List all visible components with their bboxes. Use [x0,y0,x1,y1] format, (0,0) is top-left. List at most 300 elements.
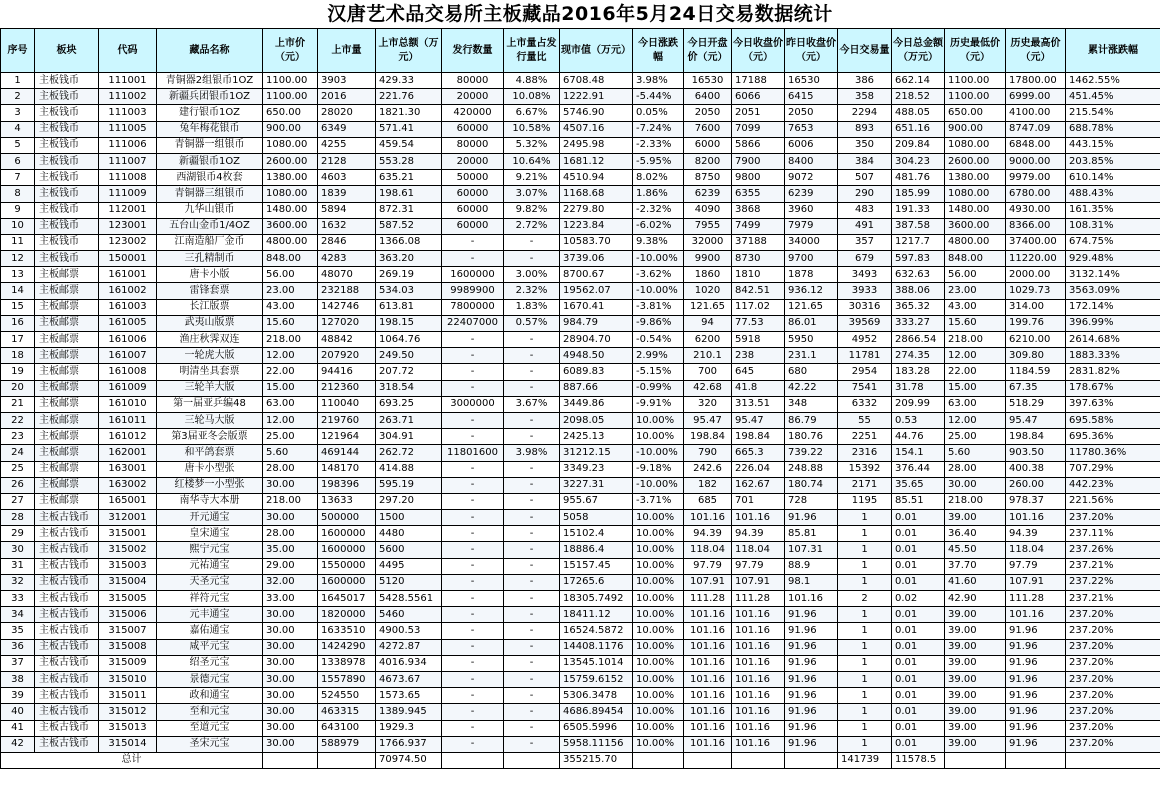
table-cell: 111005 [99,121,157,137]
table-cell: 679 [838,251,892,267]
table-cell: 9979.00 [1006,170,1066,186]
table-cell: 304.91 [376,429,442,445]
table-cell: 1 [838,526,892,542]
table-cell: -3.62% [633,267,684,283]
table-cell: 38 [1,671,35,687]
table-cell: 10.00% [633,412,684,428]
table-cell: 384 [838,153,892,169]
table-cell: - [442,607,504,623]
table-cell: 218.00 [263,493,318,509]
table-cell: 218.00 [945,332,1006,348]
table-cell: 248.88 [785,461,838,477]
table-cell: 主板古钱币 [35,558,99,574]
table-cell: 6415 [785,89,838,105]
table-cell: - [442,429,504,445]
table-cell: 6089.83 [560,364,633,380]
table-cell: 118.04 [1006,542,1066,558]
table-cell: 442.23% [1066,477,1160,493]
table-cell: - [442,688,504,704]
table-cell: 161012 [99,429,157,445]
table-cell: 463315 [318,704,376,720]
table-cell: 1 [838,688,892,704]
table-cell: 397.63% [1066,396,1160,412]
table-cell: 30 [1,542,35,558]
table-cell: 4283 [318,251,376,267]
table-cell: 2831.82% [1066,364,1160,380]
table-row [1,251,1160,267]
table-cell: 111.28 [1006,591,1066,607]
table-cell: 30.00 [945,477,1006,493]
table-cell: 44.76 [892,429,945,445]
table-cell: 101.16 [684,671,732,687]
table-cell: 5958.11156 [560,736,633,752]
table-cell: 242.6 [684,461,732,477]
table-cell: 60000 [442,218,504,234]
totals-amount: 11578.5 [892,752,945,768]
table-cell: 1.86% [633,186,684,202]
table-cell: 0.02 [892,591,945,607]
table-cell: 0.01 [892,510,945,526]
table-cell: 315006 [99,607,157,623]
table-cell: -0.99% [633,380,684,396]
table-cell: 28020 [318,105,376,121]
table-cell: 111003 [99,105,157,121]
table-cell: 101.16 [732,720,785,736]
table-cell: 12.00 [263,348,318,364]
table-row [1,655,1160,671]
table-cell: 396.99% [1066,315,1160,331]
table-cell: 39569 [838,315,892,331]
table-cell: - [504,332,560,348]
table-cell: 兔年梅花银币 [157,121,263,137]
table-cell: 0.01 [892,720,945,736]
table-cell: 主板邮票 [35,396,99,412]
table-cell: 主板邮票 [35,429,99,445]
table-cell: 1184.59 [1006,364,1066,380]
table-cell: 30.00 [263,477,318,493]
table-cell: 4495 [376,558,442,574]
table-cell: 13 [1,267,35,283]
table-cell: 31.78 [892,380,945,396]
table-cell: 23.00 [945,283,1006,299]
table-cell: 198.84 [1006,429,1066,445]
table-cell: 10.00% [633,655,684,671]
table-cell: 111006 [99,137,157,153]
table-cell: 26 [1,477,35,493]
table-cell: 695.58% [1066,412,1160,428]
totals-blank [442,752,504,768]
table-cell: 开元通宝 [157,510,263,526]
table-cell: 218.00 [263,332,318,348]
table-cell: 5 [1,137,35,153]
table-cell: 14408.1176 [560,639,633,655]
table-cell: - [504,251,560,267]
table-cell: 5746.90 [560,105,633,121]
table-cell: 11220.00 [1006,251,1066,267]
table-cell: 643100 [318,720,376,736]
table-cell: 45.50 [945,542,1006,558]
table-cell: 15.00 [263,380,318,396]
table-cell: 第3届亚冬会版票 [157,429,263,445]
table-cell: 4800.00 [263,234,318,250]
table-cell: 60000 [442,202,504,218]
table-cell: 60000 [442,121,504,137]
table-cell: 198.15 [376,315,442,331]
table-cell: 35.00 [263,542,318,558]
table-cell: 5.60 [945,445,1006,461]
table-cell: 0.01 [892,542,945,558]
table-cell: 16524.5872 [560,623,633,639]
table-cell: 9.21% [504,170,560,186]
table-cell: - [442,558,504,574]
table-cell: 41.8 [732,380,785,396]
table-cell: 524550 [318,688,376,704]
table-cell: 37400.00 [1006,234,1066,250]
totals-blank [732,752,785,768]
table-cell: 0.01 [892,704,945,720]
table-cell: 5866 [732,137,785,153]
table-cell: 39.00 [945,623,1006,639]
table-cell: 15 [1,299,35,315]
column-header: 代码 [99,29,157,73]
table-cell: 30.00 [263,607,318,623]
table-cell: 30.00 [263,623,318,639]
table-cell: 1217.7 [892,234,945,250]
table-cell: 主板古钱币 [35,655,99,671]
table-cell: 91.96 [785,655,838,671]
table-cell: - [504,526,560,542]
table-cell: 107.91 [684,574,732,590]
table-cell: 0.53 [892,412,945,428]
table-cell: 142746 [318,299,376,315]
table-cell: 青铜器一组银币 [157,137,263,153]
table-cell: 1080.00 [263,137,318,153]
table-cell: 4480 [376,526,442,542]
table-cell: - [504,493,560,509]
table-cell: 1766.937 [376,736,442,752]
table-cell: 5120 [376,574,442,590]
table-cell: - [504,461,560,477]
table-cell: 28.00 [263,526,318,542]
table-cell: 91.96 [785,623,838,639]
table-cell: 2846 [318,234,376,250]
table-cell: 48070 [318,267,376,283]
table-cell: 1020 [684,283,732,299]
table-cell: 2294 [838,105,892,121]
table-cell: 154.1 [892,445,945,461]
table-row [1,315,1160,331]
table-cell: 1366.08 [376,234,442,250]
table-cell: 685 [684,493,732,509]
table-cell: 2000.00 [1006,267,1066,283]
table-cell: 主板钱币 [35,170,99,186]
table-cell: 元祐通宝 [157,558,263,574]
table-cell: 15759.6152 [560,671,633,687]
table-cell: 3449.86 [560,396,633,412]
table-row [1,477,1160,493]
table-cell: 221.56% [1066,493,1160,509]
table-cell: 123001 [99,218,157,234]
table-cell: 3349.23 [560,461,633,477]
table-cell: 900.00 [263,121,318,137]
table-cell: 熙宁元宝 [157,542,263,558]
table-cell: 皇宋通宝 [157,526,263,542]
table-cell: 1670.41 [560,299,633,315]
table-cell: 315011 [99,688,157,704]
table-cell: 469144 [318,445,376,461]
table-cell: 17800.00 [1006,73,1066,89]
table-cell: 23.00 [263,283,318,299]
page-title: 汉唐艺术品交易所主板藏品2016年5月24日交易数据统计 [327,3,833,25]
table-cell: - [504,364,560,380]
table-cell: 1600000 [318,542,376,558]
table-cell: 主板古钱币 [35,671,99,687]
table-cell: 36 [1,639,35,655]
table-cell: 1600000 [318,574,376,590]
table-cell: 4603 [318,170,376,186]
table-cell: 203.85% [1066,153,1160,169]
table-cell: 111002 [99,89,157,105]
table-cell: 0.01 [892,655,945,671]
table-cell: 118.04 [684,542,732,558]
table-cell: 320 [684,396,732,412]
table-cell: 主板钱币 [35,202,99,218]
table-cell: 1810 [732,267,785,283]
table-cell: 12.00 [263,412,318,428]
table-cell: 7541 [838,380,892,396]
table-cell: 主板钱币 [35,89,99,105]
table-cell: 主板古钱币 [35,607,99,623]
table-cell: 91.96 [785,510,838,526]
table-cell: 318.54 [376,380,442,396]
table-cell: - [504,348,560,364]
table-cell: 新疆银币1OZ [157,153,263,169]
table-cell: 893 [838,121,892,137]
table-cell: 4673.67 [376,671,442,687]
table-cell: 主板古钱币 [35,704,99,720]
table-row [1,267,1160,283]
table-row [1,89,1160,105]
table-cell: 2495.98 [560,137,633,153]
table-row [1,445,1160,461]
totals-blank [318,752,376,768]
table-cell: 315003 [99,558,157,574]
table-cell: 315001 [99,526,157,542]
table-cell: 91.96 [1006,688,1066,704]
table-cell: 429.33 [376,73,442,89]
table-cell: 94.39 [732,526,785,542]
table-cell: 507 [838,170,892,186]
table-cell: -5.44% [633,89,684,105]
table-cell: 30316 [838,299,892,315]
table-cell: 1 [838,655,892,671]
table-cell: 唐卡小型张 [157,461,263,477]
table-cell: 7499 [732,218,785,234]
table-cell: 107.31 [785,542,838,558]
table-cell: 388.06 [892,283,945,299]
table-cell: 主板邮票 [35,412,99,428]
table-cell: 7979 [785,218,838,234]
table-cell: 274.35 [892,348,945,364]
table-cell: - [504,671,560,687]
table-cell: 635.21 [376,170,442,186]
table-cell: 1080.00 [945,186,1006,202]
table-cell: 20000 [442,153,504,169]
table-cell: 161002 [99,283,157,299]
table-cell: 101.16 [1006,607,1066,623]
column-header: 上市量占发行量比 [504,29,560,73]
table-cell: 3227.31 [560,477,633,493]
table-cell: 主板钱币 [35,251,99,267]
table-row [1,510,1160,526]
table-cell: 91.96 [1006,704,1066,720]
table-cell: 218.00 [945,493,1006,509]
table-cell: 315012 [99,704,157,720]
table-cell: 2.99% [633,348,684,364]
table-cell: 165001 [99,493,157,509]
column-header: 藏品名称 [157,29,263,73]
table-cell: 978.37 [1006,493,1066,509]
table-cell: 4510.94 [560,170,633,186]
table-cell: 955.67 [560,493,633,509]
table-cell: 3.00% [504,267,560,283]
table-cell: 9.82% [504,202,560,218]
table-cell: - [504,558,560,574]
trade-data-table [0,28,1160,769]
table-cell: 1500 [376,510,442,526]
table-cell: - [442,348,504,364]
table-cell: 6066 [732,89,785,105]
table-cell: 1100.00 [263,73,318,89]
table-cell: 1633510 [318,623,376,639]
table-cell: 10583.70 [560,234,633,250]
table-cell: 2171 [838,477,892,493]
table-cell: 14 [1,283,35,299]
table-cell: 597.83 [892,251,945,267]
table-cell: -10.00% [633,477,684,493]
table-cell: 1929.3 [376,720,442,736]
table-cell: 主板古钱币 [35,510,99,526]
table-cell: 15.60 [945,315,1006,331]
table-cell: 景德元宝 [157,671,263,687]
table-cell: 936.12 [785,283,838,299]
table-cell: 1632 [318,218,376,234]
table-cell: 210.1 [684,348,732,364]
table-cell: 6999.00 [1006,89,1066,105]
table-cell: 3 [1,105,35,121]
table-cell: 32 [1,574,35,590]
table-cell: 5.60 [263,445,318,461]
table-cell: 237.22% [1066,574,1160,590]
table-cell: -9.86% [633,315,684,331]
table-cell: 107.91 [732,574,785,590]
table-cell: - [504,542,560,558]
table-cell: 94.39 [1006,526,1066,542]
table-cell: 1 [838,510,892,526]
table-cell: 11 [1,234,35,250]
totals-row [1,752,1160,768]
table-cell: 48842 [318,332,376,348]
table-cell: 91.96 [785,704,838,720]
table-cell: 500000 [318,510,376,526]
table-cell: - [442,510,504,526]
table-cell: - [504,412,560,428]
table-cell: 7955 [684,218,732,234]
table-cell: 161003 [99,299,157,315]
table-cell: 6200 [684,332,732,348]
table-cell: 28.00 [263,461,318,477]
table-cell: 3563.09% [1066,283,1160,299]
table-cell: 1462.55% [1066,73,1160,89]
table-row [1,299,1160,315]
table-cell: 101.16 [684,736,732,752]
table-cell: 35.65 [892,477,945,493]
table-cell: 19 [1,364,35,380]
table-cell: 118.04 [732,542,785,558]
table-row [1,202,1160,218]
table-cell: - [442,542,504,558]
table-cell: - [442,623,504,639]
table-cell: 163001 [99,461,157,477]
table-cell: 8200 [684,153,732,169]
table-cell: 872.31 [376,202,442,218]
table-cell: 1064.76 [376,332,442,348]
table-cell: 10.64% [504,153,560,169]
table-cell: - [442,493,504,509]
table-cell: 77.53 [732,315,785,331]
table-cell: 150001 [99,251,157,267]
table-row [1,412,1160,428]
table-row [1,396,1160,412]
table-cell: 107.91 [1006,574,1066,590]
table-cell: 2050 [785,105,838,121]
table-cell: 9072 [785,170,838,186]
table-cell: 1645017 [318,591,376,607]
table-cell: 101.16 [785,591,838,607]
table-cell: 315010 [99,671,157,687]
table-cell: 主板古钱币 [35,720,99,736]
table-cell: 7600 [684,121,732,137]
table-cell: 9.38% [633,234,684,250]
column-header: 发行数量 [442,29,504,73]
table-cell: 25.00 [945,429,1006,445]
table-cell: - [504,477,560,493]
table-cell: - [504,688,560,704]
table-cell: 6708.48 [560,73,633,89]
table-cell: 10.08% [504,89,560,105]
table-cell: 587.52 [376,218,442,234]
table-cell: 315013 [99,720,157,736]
table-cell: 30.00 [263,655,318,671]
table-cell: 209.84 [892,137,945,153]
table-cell: 111007 [99,153,157,169]
table-cell: 9989900 [442,283,504,299]
table-cell: 451.45% [1066,89,1160,105]
table-cell: 0.01 [892,623,945,639]
table-cell: 9700 [785,251,838,267]
table-cell: 主板钱币 [35,105,99,121]
table-cell: 15157.45 [560,558,633,574]
table-row [1,121,1160,137]
table-cell: 主板邮票 [35,332,99,348]
table-cell: 42.22 [785,380,838,396]
table-row [1,218,1160,234]
table-cell: 1681.12 [560,153,633,169]
table-cell: 400.38 [1006,461,1066,477]
table-cell: 212360 [318,380,376,396]
table-cell: -3.81% [633,299,684,315]
table-cell: 101.16 [732,704,785,720]
